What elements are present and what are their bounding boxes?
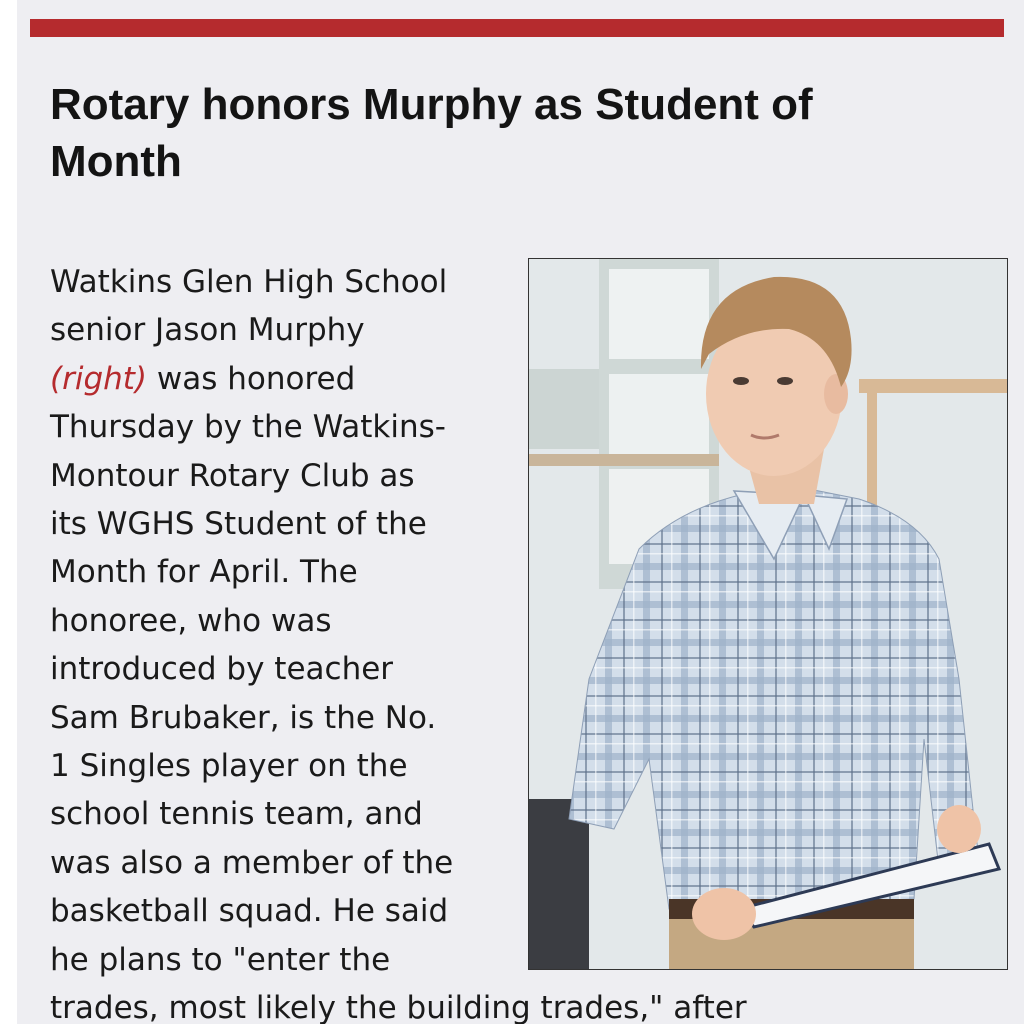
body-line: senior Jason Murphy — [50, 312, 365, 349]
body-line: basketball squad. He said — [50, 893, 449, 930]
body-line: Month for April. The — [50, 554, 358, 591]
header-rule — [30, 19, 1004, 37]
article-body — [50, 258, 540, 984]
body-line: introduced by teacher — [50, 651, 394, 688]
body-line: school tennis team, and — [50, 796, 423, 833]
student-photo — [528, 258, 1008, 970]
photo-reference: (right) — [50, 360, 148, 397]
body-line: he plans to "enter the — [50, 941, 391, 978]
body-line: was honored — [147, 360, 356, 397]
body-line: Watkins Glen High School — [50, 264, 448, 300]
article-headline: Rotary honors Murphy as Student of Month — [50, 80, 813, 186]
body-line: Sam Brubaker, is the No. — [50, 699, 437, 736]
body-line: Montour Rotary Club as — [50, 457, 415, 494]
body-line: Thursday by the Watkins- — [50, 409, 446, 446]
article-page — [17, 0, 1024, 1024]
body-line: 1 Singles player on the — [50, 748, 408, 785]
body-line: honoree, who was — [50, 602, 332, 639]
body-line-cutoff: trades, most likely the building trades," after — [50, 990, 747, 1024]
body-line: its WGHS Student of the — [50, 506, 427, 543]
body-line: was also a member of the — [50, 844, 454, 881]
student-photo-illustration — [529, 259, 1008, 970]
